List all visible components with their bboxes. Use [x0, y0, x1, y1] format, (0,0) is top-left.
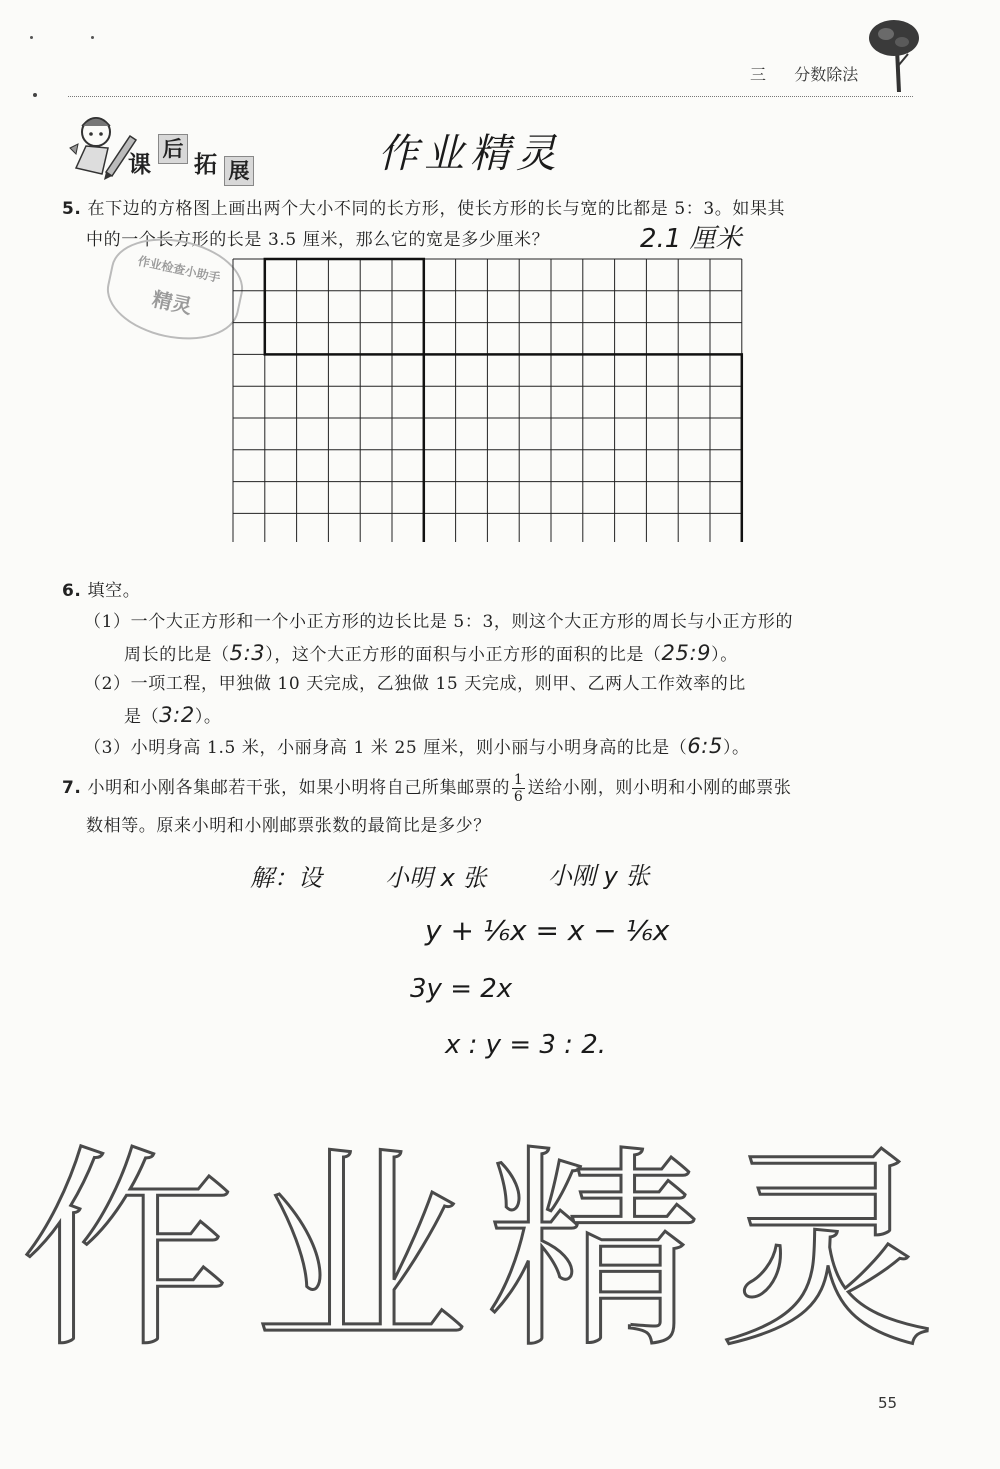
- answer-handwriting: 2.1 厘米: [640, 224, 742, 254]
- pencil-girl-icon: [62, 108, 138, 184]
- part-text: 周长的比是（: [124, 645, 230, 665]
- small-rectangle: [265, 259, 424, 354]
- stamp-line-2: 精灵: [150, 286, 195, 319]
- watermark: 作业精灵: [20, 1126, 952, 1377]
- section-char: 课: [128, 152, 151, 178]
- q6-part-1: [84, 607, 934, 671]
- section-char-boxed: 后: [158, 134, 188, 164]
- q6-part-2: [84, 669, 934, 733]
- chapter-title: 分数除法: [794, 65, 859, 84]
- solution-line: 解：设: [250, 864, 322, 892]
- solution-line: 3y = 2x: [410, 974, 513, 1004]
- section-char: 拓: [194, 152, 217, 178]
- scan-speck: [91, 36, 94, 39]
- solution-line: x : y = 3 : 2.: [445, 1030, 607, 1060]
- answer-handwriting: 3:2: [159, 703, 195, 727]
- square-grid: [230, 256, 748, 542]
- answer-handwriting: 5:3: [229, 641, 266, 665]
- fraction-numerator: 1: [513, 772, 524, 788]
- question-text: 中的一个长方形的长是 3.5 厘米，那么它的宽是多少厘米？: [86, 230, 550, 250]
- scan-speck: [30, 36, 33, 39]
- question-text: 小明和小刚各集邮若干张，如果小明将自己所集邮票的: [87, 778, 510, 798]
- section-title: [62, 108, 262, 186]
- scan-speck: [33, 93, 37, 97]
- stamp-line-1: 作业检查小助手: [136, 253, 222, 286]
- question-title: 填空。: [87, 581, 141, 601]
- question-6: [62, 576, 932, 607]
- part-label: （3）: [84, 738, 131, 758]
- part-label: （1）: [84, 612, 131, 632]
- solution-line: y + ⅙x = x − ⅙x: [425, 914, 670, 947]
- tree-icon: [864, 14, 924, 94]
- question-text: 在下边的方格图上画出两个大小不同的长方形，使长方形的长与宽的比都是 5：3。如果其: [87, 199, 786, 219]
- section-char-boxed: 展: [224, 156, 254, 186]
- header-dotted-rule: [68, 96, 913, 97]
- part-text: 是（: [124, 707, 160, 727]
- answer-handwriting: 25:9: [661, 641, 712, 665]
- fraction-denominator: 6: [513, 789, 524, 805]
- part-text: ）。: [194, 707, 222, 727]
- part-text: 一项工程，甲独做 10 天完成，乙独做 15 天完成，则甲、乙两人工作效率的比: [130, 674, 746, 694]
- chapter-number: 三: [750, 65, 767, 84]
- question-number: 7.: [62, 778, 82, 798]
- handwritten-title: 作业精灵: [378, 131, 562, 177]
- chapter-header: [750, 62, 858, 85]
- part-label: （2）: [84, 674, 131, 694]
- part-text: 小明身高 1.5 米，小丽身高 1 米 25 厘米，则小丽与小明身高的比是（: [130, 738, 688, 758]
- fraction: [512, 772, 526, 805]
- question-7: [62, 772, 932, 842]
- question-text: 数相等。原来小明和小刚邮票张数的最简比是多少？: [86, 816, 491, 836]
- part-text: ）。: [722, 738, 750, 758]
- solution-line: 小刚 y 张: [548, 862, 650, 890]
- part-text: 一个大正方形和一个小正方形的边长比是 5：3，则这个大正方形的周长与小正方形的: [130, 612, 794, 632]
- part-text: ），这个大正方形的面积与小正方形的面积的比是（: [265, 645, 662, 665]
- page-number: 55: [878, 1394, 898, 1412]
- question-number: 5.: [62, 199, 82, 219]
- answer-handwriting: 6:5: [687, 734, 723, 758]
- part-text: ）。: [711, 645, 738, 665]
- solution-line: 小明 x 张: [385, 864, 487, 892]
- q6-part-3: [84, 731, 934, 764]
- question-text: 送给小刚，则小明和小刚的邮票张: [527, 778, 792, 798]
- question-number: 6.: [62, 581, 82, 601]
